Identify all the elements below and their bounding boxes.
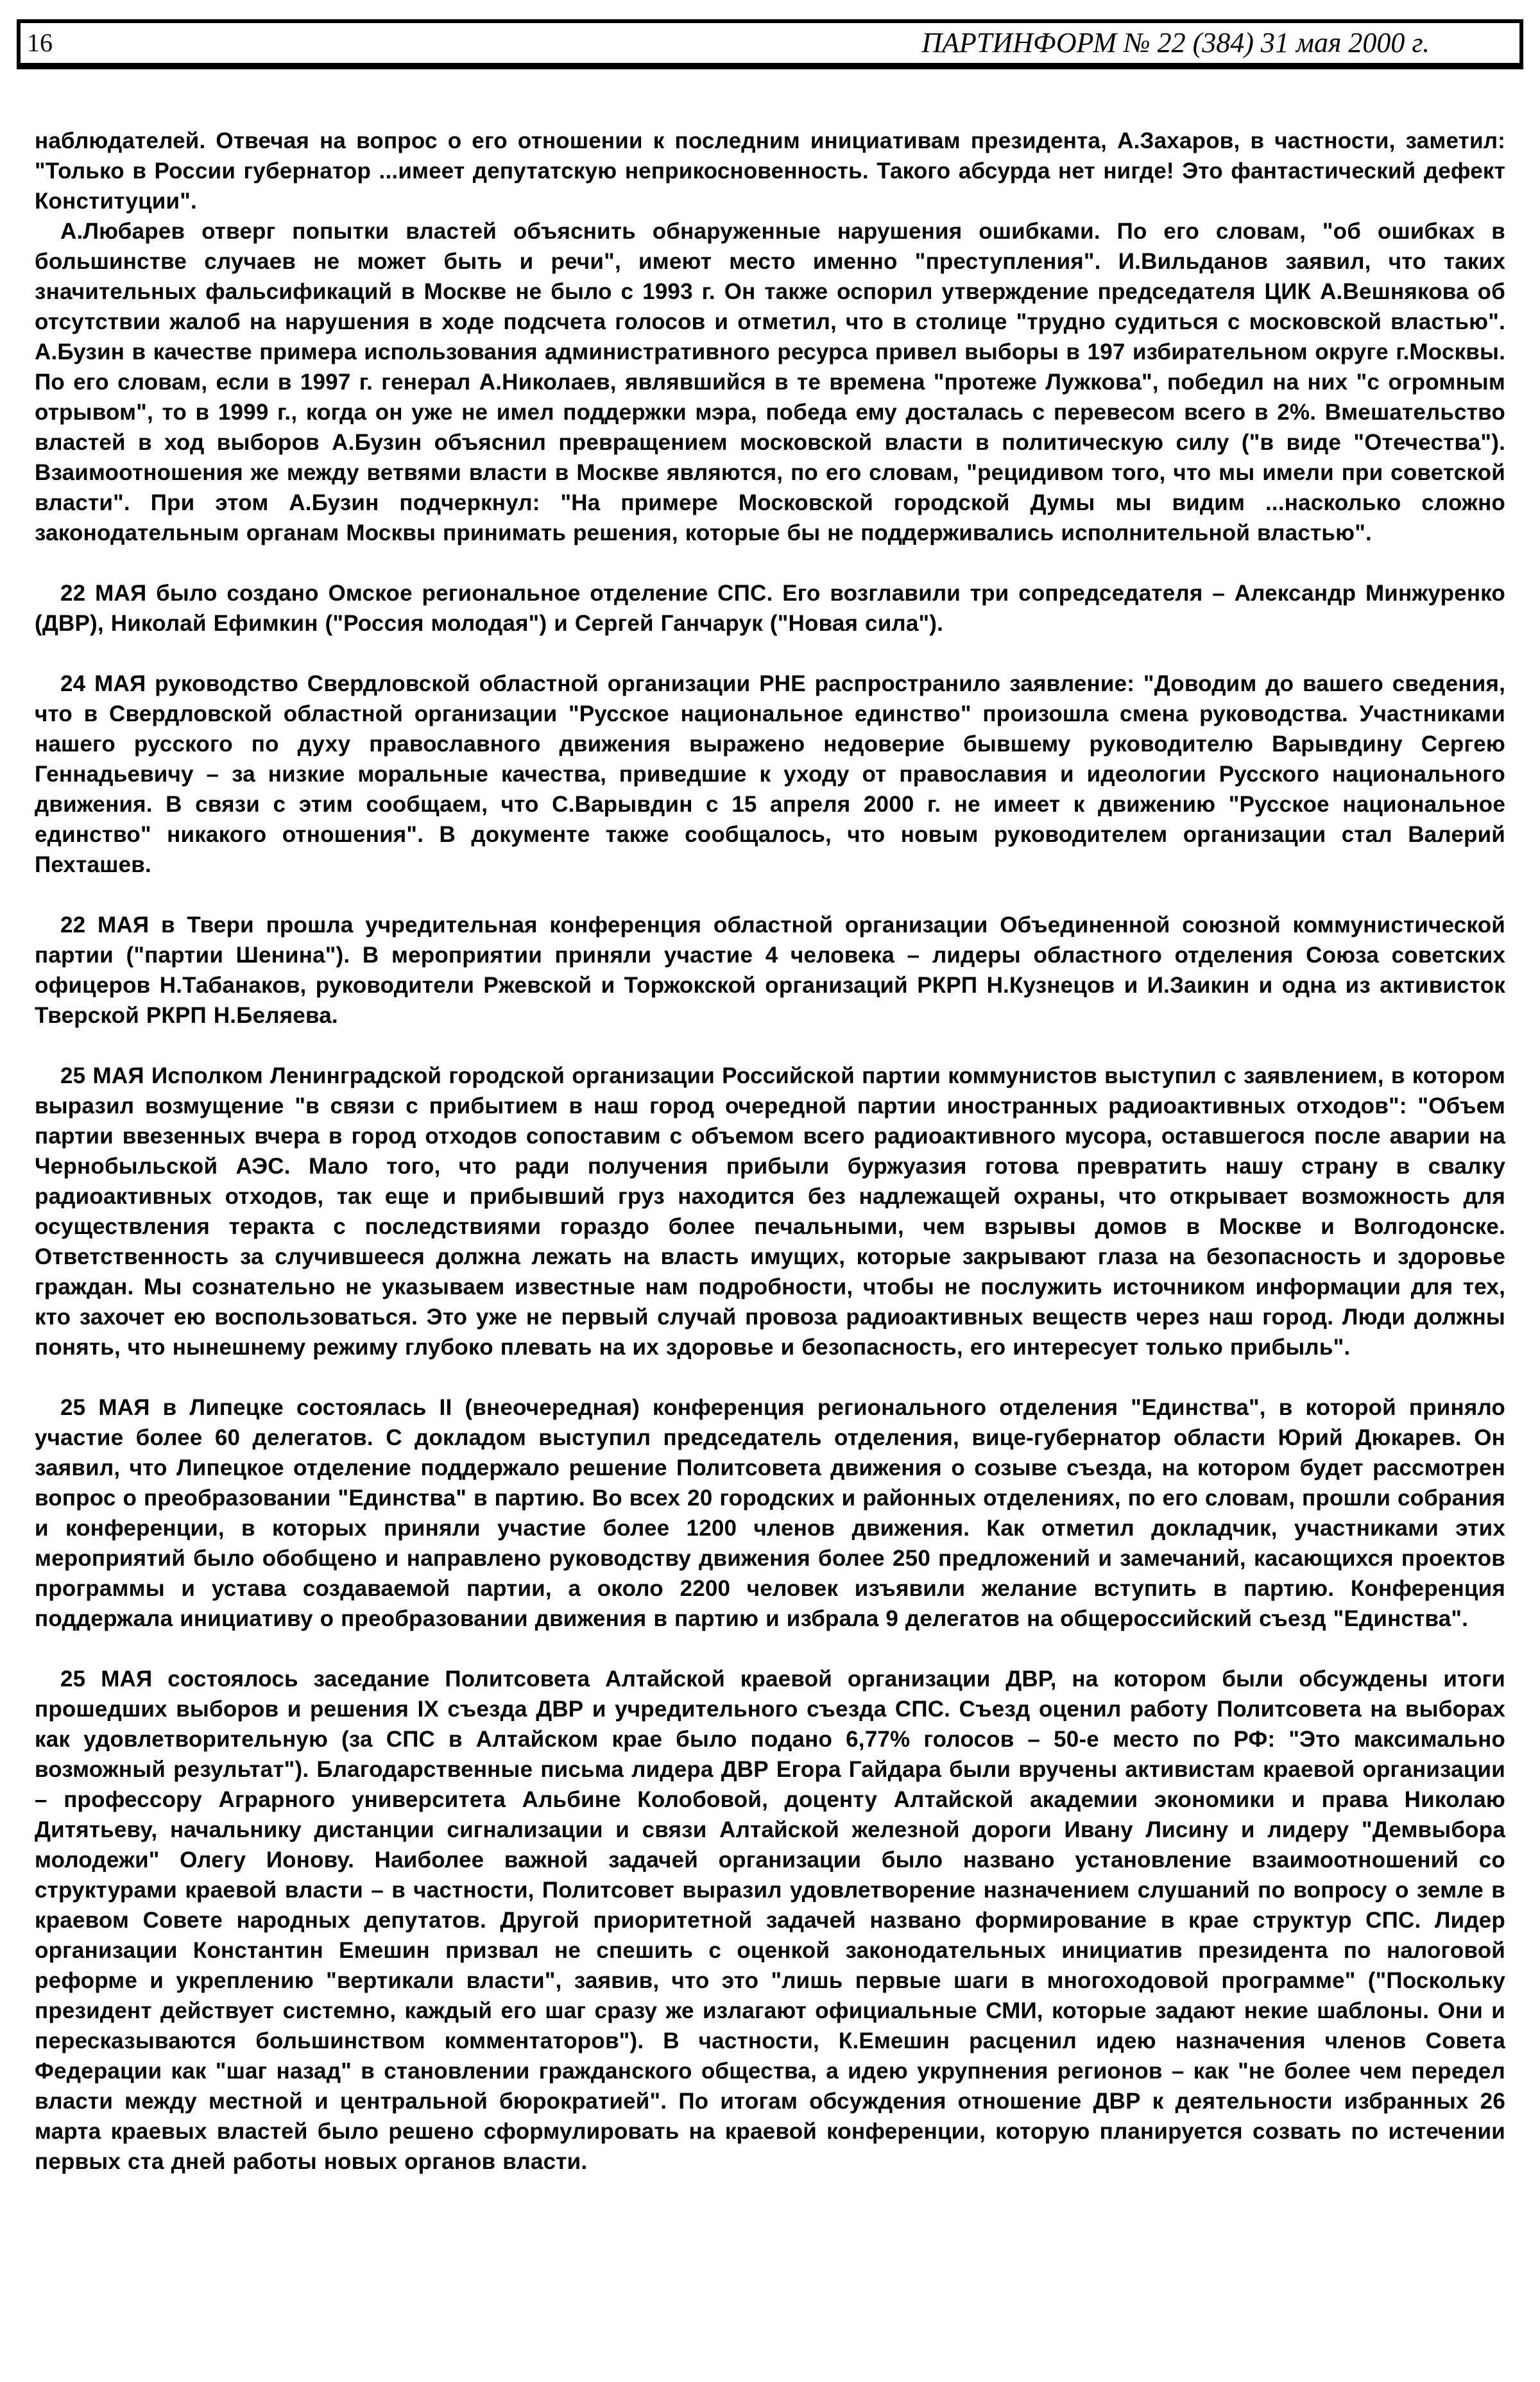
article-body — [35, 126, 1505, 2177]
issue-title: ПАРТИНФОРМ № 22 (384) 31 мая 2000 г. — [921, 27, 1430, 58]
paragraph: 25 МАЯ в Липецке состоялась II (внеочередная) конференция регионального отделения "Единства", в которой приняло участие более 60 делегатов. С докладом выступил председатель отделения, вице-губернатор области Юрий Дюкарев. Он заявил, что Липецкое отделение поддержало решение Политсовета движения о созыве съезда, на котором будет рассмотрен вопрос о преобразовании "Единства" в партию. Во всех 20 городских и районных отделениях, по его словам, прошли собрания и конференции, в которых приняли участие более 1200 членов движения. Как отметил докладчик, участниками этих мероприятий было обобщено и направлено руководству движения более 250 предложений и замечаний, касающихся проектов программы и устава создаваемой партии, а около 2200 человек изъявили желание вступить в партию. Конференция поддержала инициативу о преобразовании движения в партию и избрала 9 делегатов на общероссийский съезд "Единства". — [35, 1395, 1505, 1631]
page-number: 16 — [27, 28, 53, 57]
paragraph: 25 МАЯ Исполком Ленинградской городской организации Российской партии коммунистов выступил с заявлением, в котором выразил возмущение "в связи с прибытием в наш город очередной партии иностранных радиоактивных отходов": "Объем партии ввезенных вчера в город отходов сопоставим с объемом всего радиоактивного мусора, оставшегося после аварии на Чернобыльской АЭС. Мало того, что ради получения прибыли буржуазия готова превратить нашу страну в свалку радиоактивных отходов, так еще и прибывший груз находится без надлежащей охраны, что открывает возможность для осуществления теракта с последствиями гораздо более печальными, чем взрывы домов в Москве и Волгодонске. Ответственность за случившееся должна лежать на власть имущих, которые закрывают глаза на безопасность и здоровье граждан. Мы сознательно не указываем известные нам подробности, чтобы не послужить источником информации для тех, кто захочет ею воспользоваться. Это уже не первый случай провоза радиоактивных веществ через наш город. Люди должны понять, что нынешнему режиму глубоко плевать на их здоровье и безопасность, его интересует только прибыль". — [35, 1063, 1505, 1360]
paragraph: 22 МАЯ было создано Омское региональное отделение СПС. Его возглавили три сопредседателя – Александр Минжуренко (ДВР), Николай Ефимкин ("Россия молодая") и Сергей Ганчарук ("Новая сила"). — [35, 581, 1505, 636]
paragraph: 22 МАЯ в Твери прошла учредительная конференция областной организации Объединенной союзной коммунистической партии ("партии Шенина"). В мероприятии приняли участие 4 человека – лидеры областного отделения Союза советских офицеров Н.Табанаков, руководители Ржевской и Торжокской организаций РКРП Н.Кузнецов и И.Заикин и одна из активисток Тверской РКРП Н.Беляева. — [35, 913, 1505, 1028]
paragraph: А.Любарев отверг попытки властей объяснить обнаруженные нарушения ошибками. По его словам, "об ошибках в большинстве случаев не может быть и речи", имеют место именно "преступления". И.Вильданов заявил, что таких значительных фальсификаций в Москве не было с 1993 г. Он также оспорил утверждение председателя ЦИК А.Вешнякова об отсутствии жалоб на нарушения в ходе подсчета голосов и отметил, что в столице "трудно судиться с московской властью". А.Бузин в качестве примера использования административного ресурса привел выборы в 197 избирательном округе г.Москвы. По его словам, если в 1997 г. генерал А.Николаев, являвшийся в те времена "протеже Лужкова", победил на них "с огромным отрывом", то в 1999 г., когда он уже не имел поддержки мэра, победа ему досталась с перевесом всего в 2%. Вмешательство властей в ход выборов А.Бузин объяснил превращением московской власти в политическую силу ("в виде "Отечества"). Взаимоотношения же между ветвями власти в Москве являются, по его словам, "рецидивом того, что мы имели при советской власти". При этом А.Бузин подчеркнул: "На примере Московской городской Думы мы видим ...насколько сложно законодательным органам Москвы принимать решения, которые бы не поддерживались исполнительной властью". — [35, 219, 1505, 545]
paragraph: наблюдателей. Отвечая на вопрос о его отношении к последним инициативам президента, А.Захаров, в частности, заметил: "Только в России губернатор ...имеет депутатскую неприкосновенность. Такого абсурда нет нигде! Это фантастический дефект Конституции". — [35, 128, 1505, 214]
page-header — [17, 19, 1523, 69]
paragraph: 24 МАЯ руководство Свердловской областной организации РНЕ распространило заявление: "Доводим до вашего сведения, что в Свердловской областной организации "Русское национальное единство" произошла смена руководства. Участниками нашего русского по духу православного движения выражено недоверие бывшему руководителю Варывдину Сергею Геннадьевичу – за низкие моральные качества, приведшие к уходу от православия и идеологии Русского национального движения. В связи с этим сообщаем, что С.Варывдин с 15 апреля 2000 г. не имеет к движению "Русское национальное единство" никакого отношения". В документе также сообщалось, что новым руководителем организации стал Валерий Пехташев. — [35, 671, 1505, 877]
paragraph: 25 МАЯ состоялось заседание Политсовета Алтайской краевой организации ДВР, на котором были обсуждены итоги прошедших выборов и решения IX съезда ДВР и учредительного съезда СПС. Съезд оценил работу Политсовета на выборах как удовлетворительную (за СПС в Алтайском крае было подано 6,77% голосов – 50-е место по РФ: "Это максимально возможный результат"). Благодарственные письма лидера ДВР Егора Гайдара были вручены активистам краевой организации – профессору Аграрного университета Альбине Колобовой, доценту Алтайской академии экономики и права Николаю Дитятьеву, начальнику дистанции сигнализации и связи Алтайской железной дороги Ивану Лисину и лидеру "Демвыбора молодежи" Олегу Ионову. Наиболее важной задачей организации было названо установление взаимоотношений со структурами краевой власти – в частности, Политсовет выразил удовлетворение назначением слушаний по вопросу о земле в краевом Совете народных депутатов. Другой приоритетной задачей названо формирование в крае структур СПС. Лидер организации Константин Емешин призвал не спешить с оценкой законодательных инициатив президента по налоговой реформе и укреплению "вертикали власти", заявив, что это "лишь первые шаги в многоходовой программе" ("Поскольку президент действует системно, каждый его шаг сразу же излагают официальные СМИ, которые задают некие шаблоны. Они и пересказываются большинством комментаторов"). В частности, К.Емешин расценил идею назначения членов Совета Федерации как "шаг назад" в становлении гражданского общества, а идею укрупнения регионов – как "не более чем передел власти между местной и центральной бюрократией". По итогам обсуждения отношение ДВР к деятельности избранных 26 марта краевых властей было решено сформулировать на краевой конференции, которую планируется созвать по истечении первых ста дней работы новых органов власти. — [35, 1667, 1505, 2174]
